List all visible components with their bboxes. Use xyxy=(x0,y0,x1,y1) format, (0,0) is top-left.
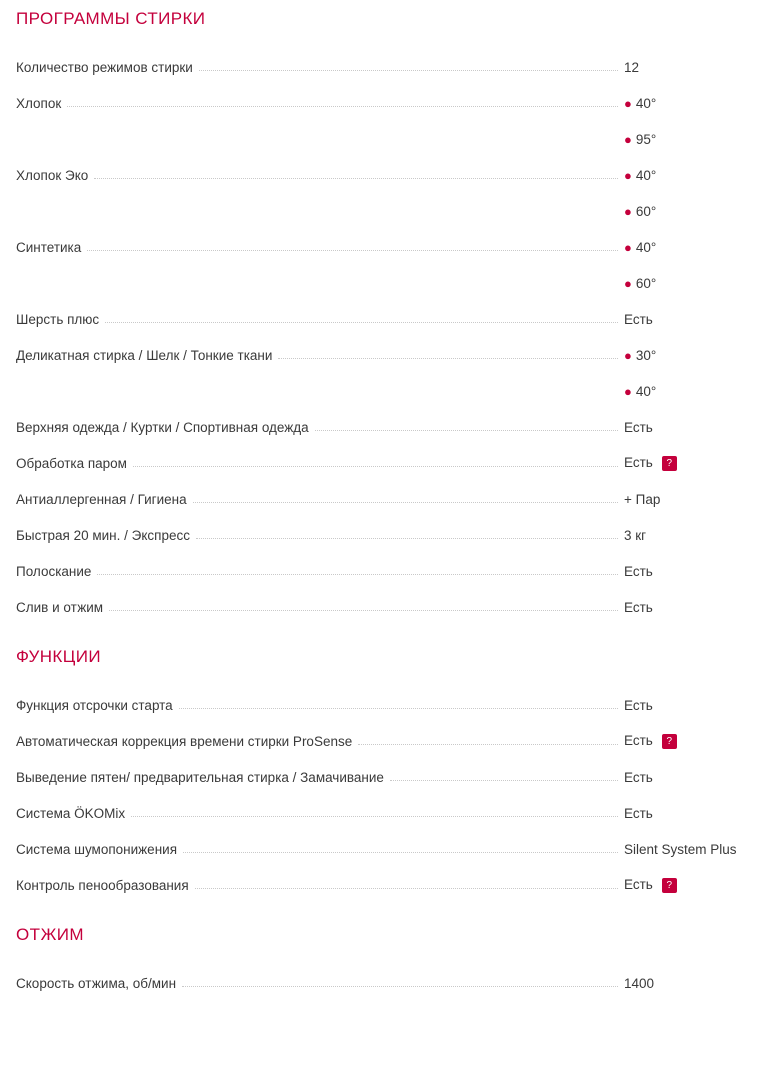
spec-value xyxy=(624,132,766,149)
dot-leader xyxy=(22,394,618,395)
spec-label: Хлопок Эко xyxy=(16,168,89,183)
dot-leader xyxy=(196,537,618,539)
spec-label: Антиаллергенная / Гигиена xyxy=(16,492,187,507)
spec-row xyxy=(16,329,766,365)
spec-rows-spin xyxy=(16,957,766,993)
spec-row-continuation xyxy=(16,365,766,401)
dot-leader xyxy=(193,501,618,503)
spec-value: Есть xyxy=(624,564,653,579)
spec-value-text: 40° xyxy=(635,96,657,111)
spec-rows-functions xyxy=(16,679,766,895)
spec-value-text: Есть xyxy=(624,455,653,470)
help-icon[interactable]: ? xyxy=(662,734,677,749)
spec-label: Хлопок xyxy=(16,96,62,111)
spec-value: Есть xyxy=(624,770,653,785)
bullet-icon: ● xyxy=(624,384,632,399)
spec-value: 12 xyxy=(624,60,640,75)
spec-row-continuation xyxy=(16,257,766,293)
spec-value xyxy=(624,455,766,473)
spec-value-text: Есть xyxy=(624,877,653,892)
section-title-spin: ОТЖИМ xyxy=(16,925,84,944)
spec-value: Есть xyxy=(624,806,653,821)
spec-value: + Пар xyxy=(624,492,661,507)
spec-value-text: 30° xyxy=(635,348,657,363)
spec-label: Верхняя одежда / Куртки / Спортивная одежда xyxy=(16,420,309,435)
spec-label: Слив и отжим xyxy=(16,600,104,615)
spec-value-text: 95° xyxy=(635,132,657,147)
bullet-icon: ● xyxy=(624,168,632,183)
spec-row xyxy=(16,957,766,993)
spec-label: Деликатная стирка / Шелк / Тонкие ткани xyxy=(16,348,273,363)
dot-leader xyxy=(199,69,618,71)
spec-value: Есть xyxy=(624,420,653,435)
spec-row xyxy=(16,293,766,329)
bullet-icon: ● xyxy=(624,96,632,111)
spec-value xyxy=(624,348,766,365)
spec-row xyxy=(16,149,766,185)
spec-value xyxy=(624,276,766,293)
section-spin xyxy=(0,895,782,993)
bullet-icon: ● xyxy=(624,240,632,255)
dot-leader xyxy=(179,707,618,709)
spec-row xyxy=(16,859,766,895)
spec-value-text: 60° xyxy=(635,204,657,219)
spec-value xyxy=(624,877,766,895)
spec-value: Есть xyxy=(624,312,653,327)
help-icon[interactable]: ? xyxy=(662,456,677,471)
dot-leader xyxy=(182,985,618,987)
spec-label: Синтетика xyxy=(16,240,82,255)
spec-row xyxy=(16,787,766,823)
dot-leader xyxy=(315,429,618,431)
spec-value: Silent System Plus xyxy=(624,842,737,857)
spec-label: Скорость отжима, об/мин xyxy=(16,976,177,991)
spec-row xyxy=(16,77,766,113)
spec-row xyxy=(16,221,766,257)
spec-value-text: 40° xyxy=(635,384,657,399)
spec-row xyxy=(16,823,766,859)
spec-value xyxy=(624,240,766,257)
spec-value: Есть xyxy=(624,600,653,615)
dot-leader xyxy=(109,609,618,611)
spec-label: Система ÖKOMix xyxy=(16,806,126,821)
spec-label: Контроль пенообразования xyxy=(16,878,189,893)
spec-label: Выведение пятен/ предварительная стирка / Замачивание xyxy=(16,770,384,785)
spec-row xyxy=(16,751,766,787)
spec-label: Количество режимов стирки xyxy=(16,60,193,75)
spec-value-text: Есть xyxy=(624,733,653,748)
spec-label: Автоматическая коррекция времени стирки ProSense xyxy=(16,734,353,749)
spec-value xyxy=(624,204,766,221)
spec-label: Полоскание xyxy=(16,564,92,579)
spec-row xyxy=(16,545,766,581)
dot-leader xyxy=(105,321,618,323)
dot-leader xyxy=(67,105,618,107)
help-icon[interactable]: ? xyxy=(662,878,677,893)
dot-leader xyxy=(278,357,618,359)
spec-row-continuation xyxy=(16,113,766,149)
spec-row xyxy=(16,715,766,751)
spec-value: 3 кг xyxy=(624,528,647,543)
dot-leader xyxy=(358,743,618,745)
spec-label: Шерсть плюс xyxy=(16,312,100,327)
spec-rows-wash-programs xyxy=(16,41,766,617)
spec-row xyxy=(16,41,766,77)
section-functions xyxy=(0,617,782,895)
spec-label: Система шумопонижения xyxy=(16,842,177,857)
section-title-functions: ФУНКЦИИ xyxy=(16,647,101,666)
dot-leader xyxy=(195,887,618,889)
spec-label: Быстрая 20 мин. / Экспресс xyxy=(16,528,190,543)
dot-leader xyxy=(22,286,618,287)
spec-value-text: 40° xyxy=(635,240,657,255)
spec-value xyxy=(624,96,766,113)
spec-value-text: 60° xyxy=(635,276,657,291)
section-title-wash-programs: ПРОГРАММЫ СТИРКИ xyxy=(16,9,206,28)
bullet-icon: ● xyxy=(624,204,632,219)
dot-leader xyxy=(22,142,618,143)
spec-row-continuation xyxy=(16,185,766,221)
bullet-icon: ● xyxy=(624,348,632,363)
dot-leader xyxy=(22,214,618,215)
spec-row xyxy=(16,509,766,545)
spec-row xyxy=(16,437,766,473)
dot-leader xyxy=(133,465,618,467)
spec-row xyxy=(16,581,766,617)
spec-value xyxy=(624,168,766,185)
dot-leader xyxy=(131,815,618,817)
dot-leader xyxy=(183,851,618,853)
dot-leader xyxy=(390,779,618,781)
bullet-icon: ● xyxy=(624,276,632,291)
spec-row xyxy=(16,473,766,509)
spec-value xyxy=(624,384,766,401)
dot-leader xyxy=(94,177,618,179)
dot-leader xyxy=(97,573,618,575)
spec-value: 1400 xyxy=(624,976,655,991)
spec-value-text: 40° xyxy=(635,168,657,183)
bullet-icon: ● xyxy=(624,132,632,147)
spec-value: Есть xyxy=(624,698,653,713)
spec-value xyxy=(624,733,766,751)
spec-label: Функция отсрочки старта xyxy=(16,698,173,713)
spec-row xyxy=(16,679,766,715)
spec-row xyxy=(16,401,766,437)
spec-label: Обработка паром xyxy=(16,456,127,471)
dot-leader xyxy=(87,249,618,251)
